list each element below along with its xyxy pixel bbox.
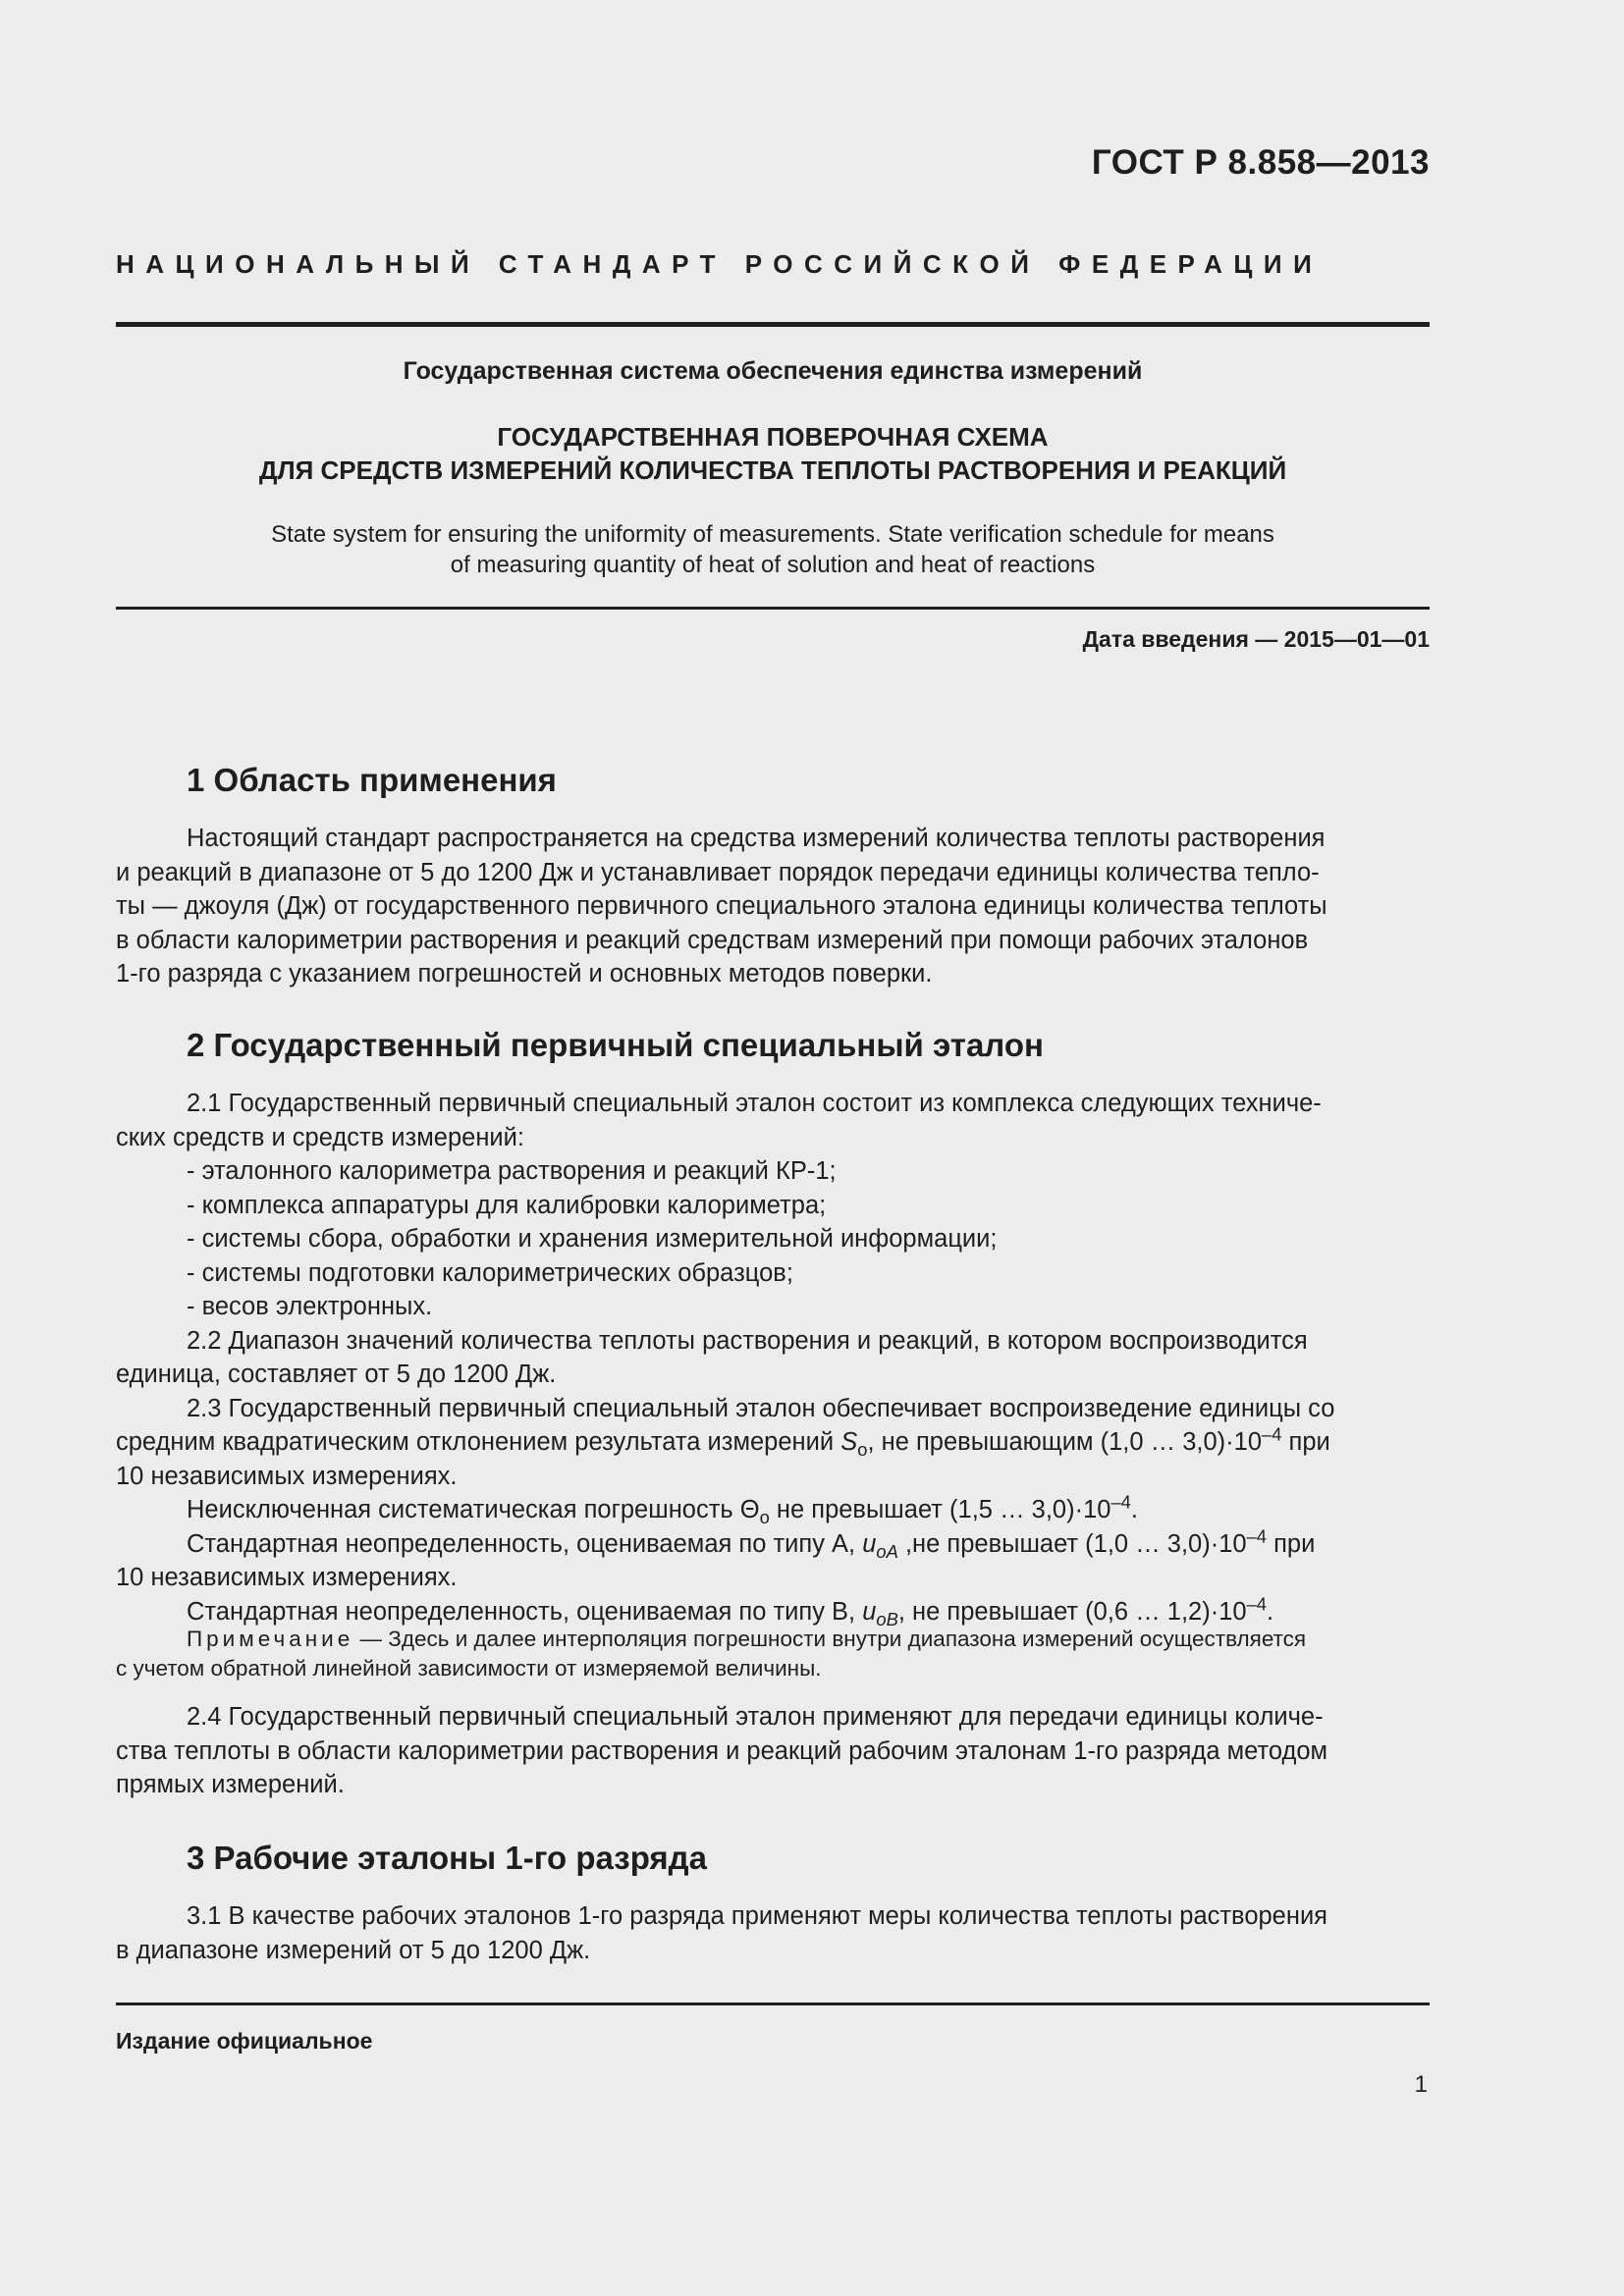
text-run: , не превышает (0,6 … 1,2)·10 [897,1597,1247,1626]
subscript: oA [876,1540,898,1562]
text-run: . [1130,1496,1138,1523]
paragraph-line: в области калориметрии растворения и реакций средствам измерений при помощи рабочих эталонов [116,926,1309,954]
paragraph-line: в диапазоне измерений от 5 до 1200 Дж. [116,1936,591,1964]
header-divider [116,322,1430,327]
document-title [116,420,1430,487]
paragraph-line: 10 независимых измерениях. [116,1564,458,1591]
section-heading: 1 Область применения [187,762,557,798]
introduction-date: Дата введения — 2015—01—01 [1082,626,1430,652]
list-item: - весов электронных. [187,1293,433,1320]
national-standard-banner: НАЦИОНАЛЬНЫЙ СТАНДАРТ РОССИЙСКОЙ ФЕДЕРАЦИИ [116,249,1324,279]
paragraph-line: 2.4 Государственный первичный специальный эталон применяют для передачи единицы количе- [187,1703,1324,1731]
section2-paragraph-2-4 [116,1700,1430,1802]
exponent: –4 [1110,1491,1131,1513]
symbol-u: u [862,1529,877,1558]
section-heading: 3 Рабочие эталоны 1-го разряда [187,1840,707,1876]
english-title [116,519,1430,580]
note [116,1625,1430,1683]
list-item: - комплекса аппаратуры для калибровки калориметра; [187,1191,827,1219]
english-title-line: of measuring quantity of heat of solution and heat of reactions [450,552,1096,578]
paragraph-line: единица, составляет от 5 до 1200 Дж. [116,1361,557,1388]
paragraph-line: 3.1 В качестве рабочих эталонов 1-го разряда применяют меры количества теплоты растворения [187,1902,1327,1930]
paragraph-line: 2.3 Государственный первичный специальный эталон обеспечивает воспроизведение единицы со [187,1394,1335,1422]
exponent: –4 [1246,1593,1268,1614]
title-line: ДЛЯ СРЕДСТВ ИЗМЕРЕНИЙ КОЛИЧЕСТВА ТЕПЛОТЫ РАСТВОРЕНИЯ И РЕАКЦИЙ [258,455,1287,485]
text-run: при [1281,1428,1330,1456]
text-run: Неисключенная систематическая погрешность Θ [187,1496,760,1523]
paragraph-line: 1-го разряда с указанием погрешностей и основных методов поверки. [116,960,933,988]
subscript: o [759,1507,770,1528]
text-run: Стандартная неопределенность, оцениваемая по типу А, [187,1529,863,1558]
section1-paragraph [116,822,1430,991]
english-title-line: State system for ensuring the uniformity of measurements. State verification schedule for means [271,521,1274,548]
paragraph-line [116,1595,1430,1629]
list-item: - эталонного калориметра растворения и реакций КР-1; [187,1157,837,1185]
section2-paragraph-2-1 [116,1087,1430,1629]
footer-divider [116,2002,1430,2005]
section-heading: 2 Государственный первичный специальный эталон [187,1027,1044,1063]
page-number: 1 [1414,2071,1428,2098]
paragraph-line: ских средств и средств измерений: [116,1123,524,1151]
text-run: ,не превышает (1,0 … 3,0)·10 [897,1529,1247,1558]
official-edition-label: Издание официальное [116,2028,373,2054]
paragraph-line [116,1425,1430,1460]
subscript: oB [876,1608,898,1629]
text-run: — Здесь и далее интерполяция погрешности внутри диапазона измерений осуществляется [353,1627,1307,1651]
note-line [116,1625,1430,1654]
standard-code: ГОСТ Р 8.858—2013 [1091,143,1430,182]
list-item: - системы сбора, обработки и хранения измерительной информации; [187,1225,998,1253]
text-run: Стандартная неопределенность, оцениваемая по типу В, [187,1597,863,1626]
paragraph-line: и реакций в диапазоне от 5 до 1200 Дж и устанавливает порядок передачи единицы количества тепло- [116,858,1320,886]
note-line: с учетом обратной линейной зависимости от измеряемой величины. [116,1656,822,1681]
text-run: . [1267,1597,1274,1626]
list-item: - системы подготовки калориметрических образцов; [187,1258,793,1287]
text-run: средним квадратическим отклонением результата измерений [116,1428,841,1456]
exponent: –4 [1246,1525,1268,1546]
text-run: , не превышающим (1,0 … 3,0)·10 [867,1428,1263,1456]
text-run: не превышает (1,5 … 3,0)·10 [769,1496,1111,1523]
note-label: Примечание [187,1627,354,1651]
paragraph-line: ства теплоты в области калориметрии растворения и реакций рабочим эталонам 1-го разряда методом [116,1736,1328,1765]
paragraph-line: 2.2 Диапазон значений количества теплоты растворения и реакций, в котором воспроизводится [187,1326,1308,1355]
paragraph-line: 2.1 Государственный первичный специальный эталон состоит из комплекса следующих техниче- [187,1090,1322,1117]
system-title: Государственная система обеспечения единства измерений [403,357,1143,385]
paragraph-line [116,1493,1430,1527]
title-line: ГОСУДАРСТВЕННАЯ ПОВЕРОЧНАЯ СХЕМА [497,422,1049,452]
paragraph-line: ты — джоуля (Дж) от государственного первичного специального эталона единицы количества теплоты [116,892,1327,920]
symbol-u: u [862,1597,877,1626]
section3-paragraph [116,1899,1430,1967]
text-run: при [1267,1529,1316,1558]
exponent: –4 [1262,1423,1282,1445]
paragraph-line: Настоящий стандарт распространяется на средства измерений количества теплоты растворения [187,825,1326,852]
paragraph-line [116,1527,1430,1562]
subscript: o [857,1439,868,1461]
title-divider [116,607,1430,610]
symbol-s: S [840,1428,858,1456]
paragraph-line: 10 независимых измерениях. [116,1462,458,1490]
paragraph-line: прямых измерений. [116,1771,345,1798]
